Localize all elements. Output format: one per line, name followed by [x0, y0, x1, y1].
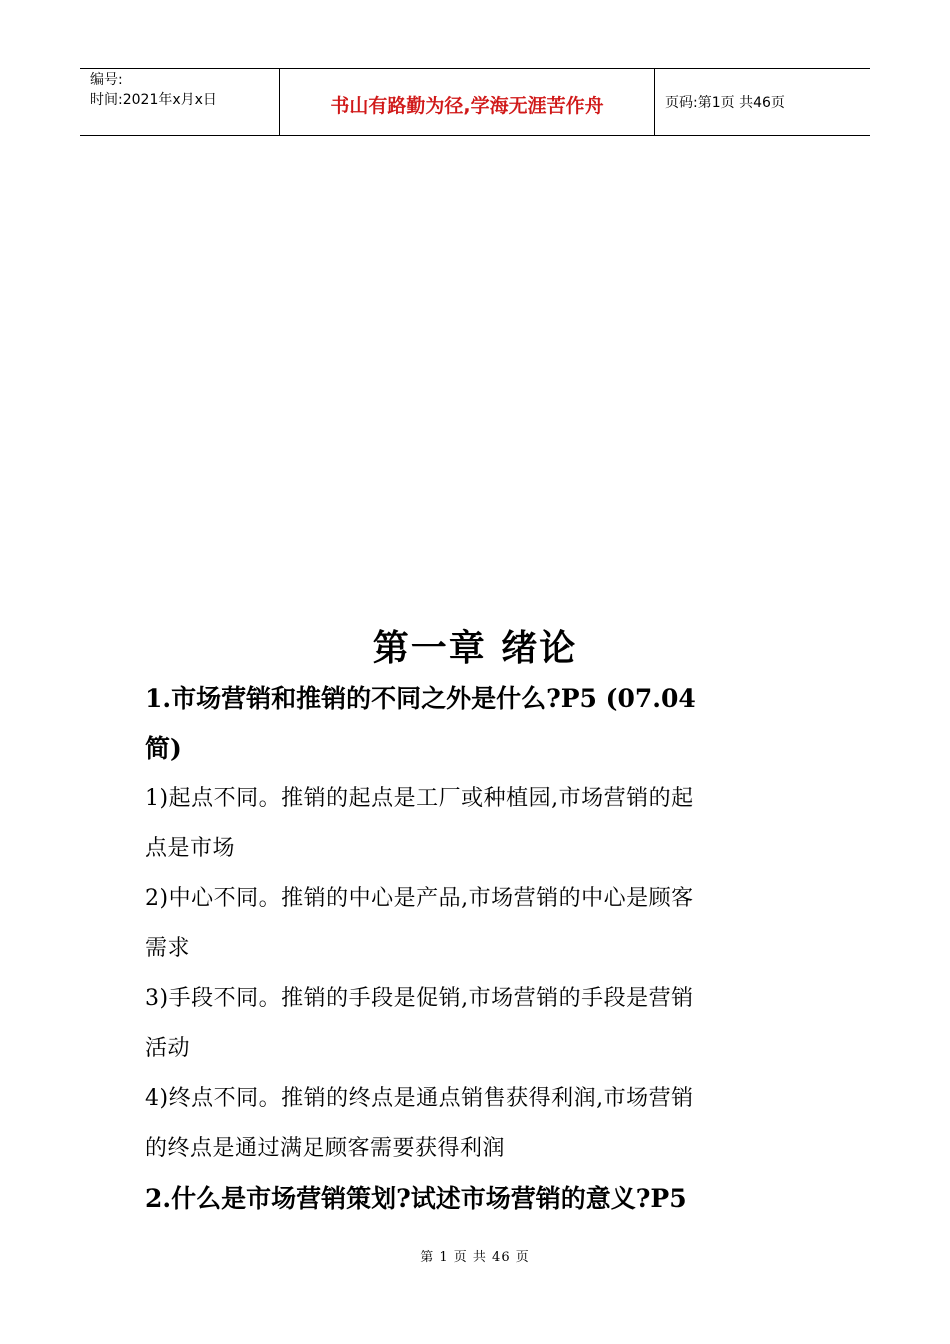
answer-line: 3)手段不同。推销的手段是促销,市场营销的手段是营销 [145, 986, 694, 1011]
page-footer: 第 1 页 共 46 页 [420, 1250, 530, 1265]
header-motto: 书山有路勤为径,学海无涯苦作舟 [330, 95, 604, 117]
question-1-heading-line-1: 1.市场营销和推销的不同之外是什么?P5 (07.04 [145, 684, 696, 713]
answer-line: 的终点是通过满足顾客需要获得利润 [145, 1136, 506, 1161]
header-middle-cell [280, 69, 655, 135]
question-1-heading-line-2: 简) [145, 734, 182, 763]
header-right-cell [655, 69, 870, 135]
answer-line: 需求 [145, 936, 191, 961]
answer-line: 活动 [145, 1036, 191, 1061]
document-date-label: 时间:2021年x月x日 [90, 92, 217, 108]
answer-line: 1)起点不同。推销的起点是工厂或种植园,市场营销的起 [145, 786, 694, 811]
answer-line: 4)终点不同。推销的终点是通点销售获得利润,市场营销 [145, 1086, 694, 1111]
document-body [145, 674, 815, 1224]
document-header [80, 68, 870, 136]
header-page-info: 页码:第1页 共46页 [665, 95, 785, 111]
header-left-cell [80, 69, 280, 135]
document-number-label: 编号: [90, 72, 123, 88]
answer-line: 点是市场 [145, 836, 236, 861]
answer-line: 2)中心不同。推销的中心是产品,市场营销的中心是顾客 [145, 886, 694, 911]
question-2-heading: 2.什么是市场营销策划?试述市场营销的意义?P5 [145, 1184, 687, 1213]
chapter-title: 第一章 绪论 [372, 627, 578, 669]
